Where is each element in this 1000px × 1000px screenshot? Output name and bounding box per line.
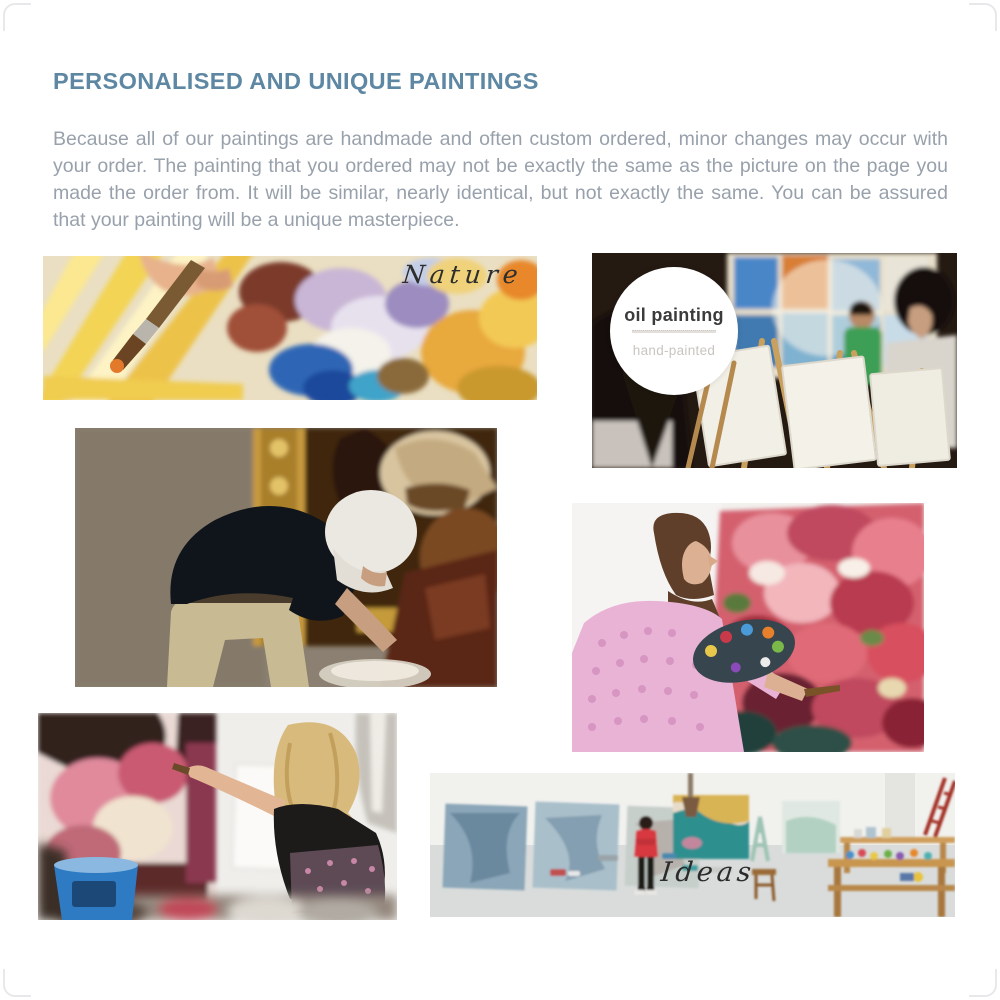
badge-title: oil painting xyxy=(624,304,724,325)
photo-caption-ideas: Ideas xyxy=(659,856,757,888)
badge-subtitle: hand-painted xyxy=(632,342,716,358)
paint-bucket-icon xyxy=(54,857,138,920)
photo-woman-painting-flowers xyxy=(572,503,924,752)
oil-painting-badge xyxy=(610,267,738,395)
page-title: PERSONALISED AND UNIQUE PAINTINGS xyxy=(53,68,539,94)
badge-divider xyxy=(632,330,716,333)
corner-mark-top-left xyxy=(3,3,31,31)
corner-mark-bottom-right xyxy=(969,969,997,997)
artist-at-easel-illustration xyxy=(75,428,497,687)
ideas-gallery-illustration xyxy=(430,773,955,917)
corner-mark-top-right xyxy=(969,3,997,31)
photo-studio-painter xyxy=(38,713,397,920)
photo-nature-palette xyxy=(43,256,537,400)
photo-artist-at-easel xyxy=(75,428,497,687)
corner-mark-bottom-left xyxy=(3,969,31,997)
woman-painting-flowers-illustration xyxy=(572,503,924,752)
nature-palette-illustration xyxy=(43,256,537,400)
photo-ideas-gallery xyxy=(430,773,955,917)
studio-painter-illustration xyxy=(38,713,397,920)
photo-caption-nature: Nature xyxy=(401,260,525,289)
intro-paragraph: Because all of our paintings are handmade and often custom ordered, minor changes may occur with your order. The painting that you ordered may not be exactly the same as the picture on the page you made the order from. It will be similar, nearly identical, but not exactly the same. You can be assured that your painting will be a unique masterpiece. xyxy=(53,128,948,231)
photo-painting-class xyxy=(592,253,957,468)
